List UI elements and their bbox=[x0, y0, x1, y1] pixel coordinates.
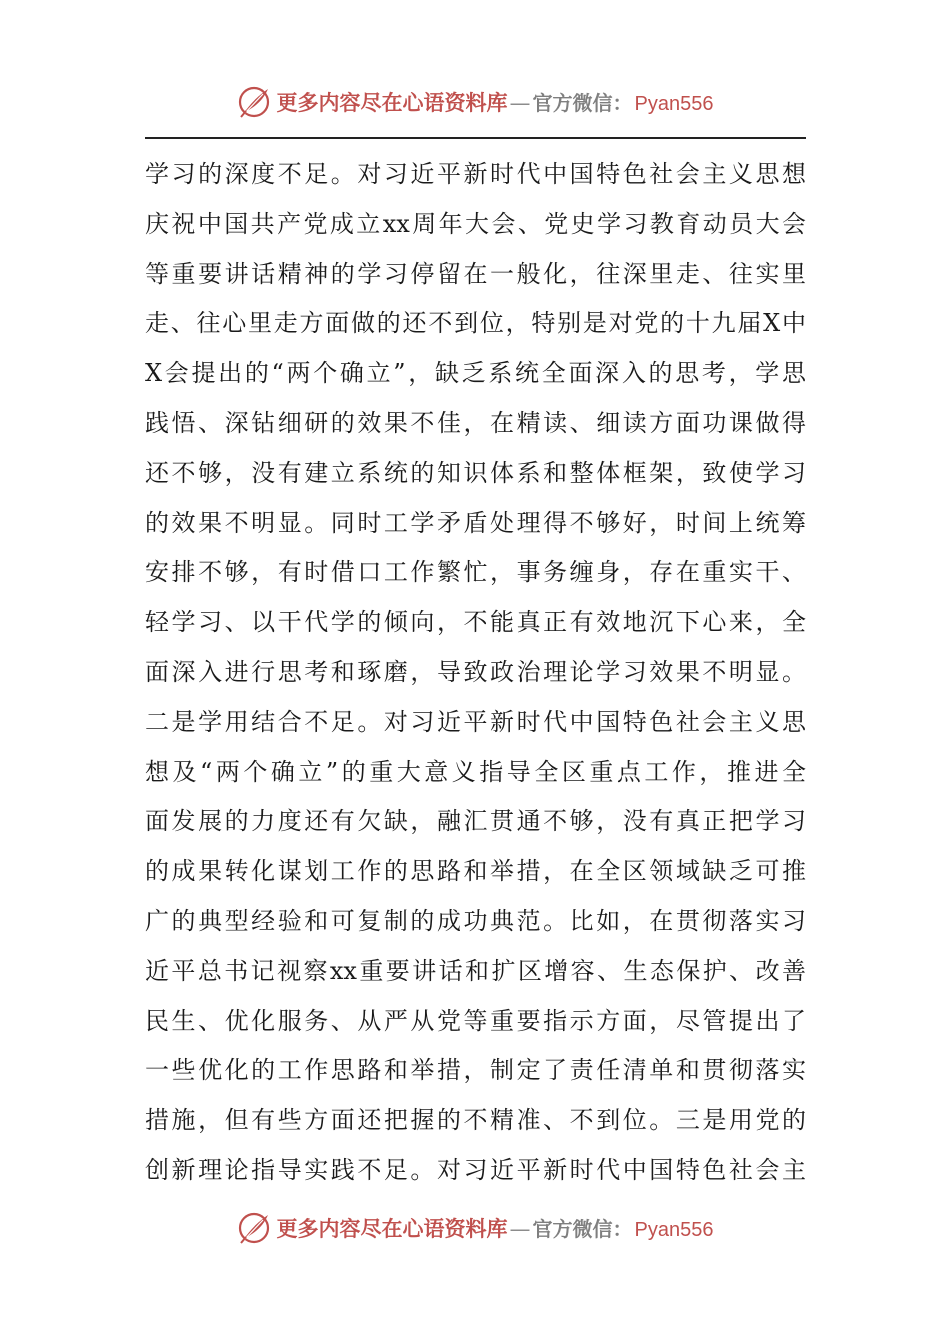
header-divider bbox=[145, 137, 806, 139]
banner-main-text: 更多内容尽在心语资料库 bbox=[276, 90, 508, 115]
body-line: 等重要讲话精神的学习停留在一般化，往深里走、往实里 bbox=[145, 259, 806, 288]
banner-official-label: 官方微信： bbox=[532, 1217, 633, 1241]
body-line: 面发展的力度还有欠缺，融汇贯通不够，没有真正把学习 bbox=[145, 807, 806, 836]
banner-dash: — bbox=[509, 1217, 531, 1241]
document-body bbox=[145, 150, 806, 1196]
body-line: 的成果转化谋划工作的思路和举措，在全区领域缺乏可推 bbox=[145, 857, 806, 886]
body-line: X会提出的“两个确立”，缺乏系统全面深入的思考，学思 bbox=[145, 359, 806, 388]
body-line: 安排不够，有时借口工作繁忙，事务缠身，存在重实干、 bbox=[145, 558, 806, 587]
footer-banner bbox=[0, 1206, 950, 1250]
body-line: 还不够，没有建立系统的知识体系和整体框架，致使学习 bbox=[145, 458, 806, 487]
banner-main-text: 更多内容尽在心语资料库 bbox=[276, 1216, 508, 1241]
body-line: 的效果不明显。同时工学矛盾处理得不够好，时间上统筹 bbox=[145, 508, 806, 537]
feather-pen-logo-icon bbox=[237, 84, 273, 120]
banner-wechat-id: Pyan556 bbox=[634, 93, 714, 115]
body-line: 二是学用结合不足。对习近平新时代中国特色社会主义思 bbox=[145, 707, 806, 736]
body-line: 庆祝中国共产党成立xx周年大会、党史学习教育动员大会 bbox=[145, 209, 806, 238]
body-line: 想及“两个确立”的重大意义指导全区重点工作，推进全 bbox=[145, 757, 806, 786]
body-line: 创新理论指导实践不足。对习近平新时代中国特色社会主 bbox=[145, 1155, 806, 1184]
body-line: 走、往心里走方面做的还不到位，特别是对党的十九届X中 bbox=[145, 309, 806, 338]
body-line: 民生、优化服务、从严从党等重要指示方面，尽管提出了 bbox=[145, 1006, 806, 1035]
body-line: 学习的深度不足。对习近平新时代中国特色社会主义思想 bbox=[145, 160, 806, 188]
body-line: 轻学习、以干代学的倾向，不能真正有效地沉下心来，全 bbox=[145, 608, 806, 637]
banner-wechat-id: Pyan556 bbox=[634, 1219, 714, 1241]
body-line: 措施，但有些方面还把握的不精准、不到位。三是用党的 bbox=[145, 1106, 806, 1135]
body-line: 践悟、深钻细研的效果不佳，在精读、细读方面功课做得 bbox=[145, 408, 806, 437]
body-line: 一些优化的工作思路和举措，制定了责任清单和贯彻落实 bbox=[145, 1056, 806, 1085]
body-line: 面深入进行思考和琢磨，导致政治理论学习效果不明显。 bbox=[145, 657, 806, 686]
feather-pen-logo-icon bbox=[237, 1210, 273, 1246]
header-banner bbox=[0, 80, 950, 124]
body-line: 广的典型经验和可复制的成功典范。比如，在贯彻落实习 bbox=[145, 906, 806, 935]
banner-dash: — bbox=[509, 91, 531, 115]
banner-official-label: 官方微信： bbox=[532, 91, 633, 115]
body-line: 近平总书记视察xx重要讲话和扩区增容、生态保护、改善 bbox=[145, 956, 806, 985]
